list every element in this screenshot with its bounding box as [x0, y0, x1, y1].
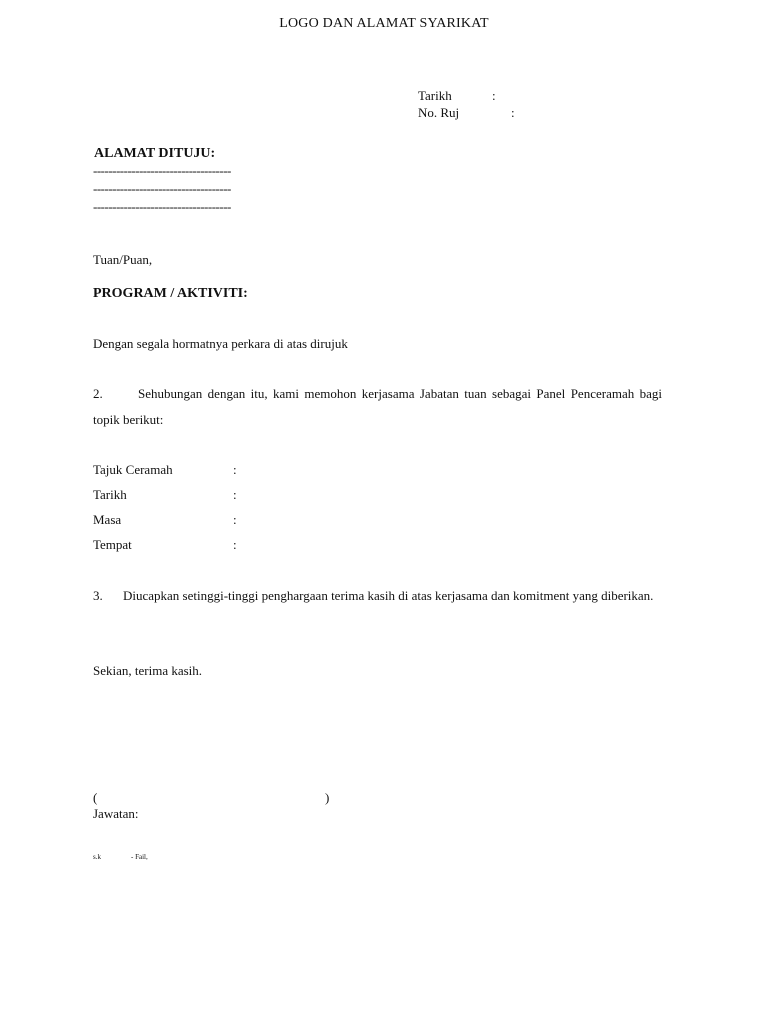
- cc-label: s.k: [93, 853, 101, 861]
- field-colon-time: :: [233, 512, 237, 527]
- field-colon-topic: :: [233, 462, 237, 477]
- field-label-topic: Tajuk Ceramah: [93, 462, 173, 477]
- field-row-date: [93, 487, 237, 503]
- field-colon-venue: :: [233, 537, 237, 552]
- paragraph-2-text: Sehubungan dengan itu, kami memohon kerjasama Jabatan tuan sebagai Panel Penceramah bagi topik berikut:: [93, 386, 662, 427]
- paragraph-3-text: Diucapkan setinggi-tinggi penghargaan terima kasih di atas kerjasama dan komitment yang diberikan.: [123, 588, 654, 603]
- field-row-venue: [93, 537, 237, 553]
- date-row: [418, 88, 496, 104]
- opening-sentence: Dengan segala hormatnya perkara di atas dirujuk: [93, 336, 348, 351]
- field-label-time: Masa: [93, 512, 122, 527]
- date-colon: :: [492, 88, 496, 103]
- salutation: Tuan/Puan,: [93, 252, 153, 267]
- address-line-3: ------------------------------------: [93, 199, 231, 214]
- subject-heading: PROGRAM / AKTIVITI:: [93, 286, 248, 301]
- cc-value: - Fail,: [131, 853, 148, 861]
- recipient-address-heading: ALAMAT DITUJU:: [94, 146, 216, 161]
- field-label-date: Tarikh: [93, 487, 127, 502]
- position-label: Jawatan:: [93, 806, 139, 821]
- signature-open-paren: (: [93, 790, 98, 805]
- date-label: Tarikh: [418, 88, 452, 103]
- address-line-1: ------------------------------------: [93, 163, 231, 178]
- address-line-2: ------------------------------------: [93, 181, 231, 196]
- reference-colon: :: [511, 105, 515, 120]
- paragraph-2-number: 2.: [93, 386, 103, 401]
- reference-row: [418, 105, 515, 121]
- paragraph-3: [93, 583, 662, 609]
- letterhead-title: LOGO DAN ALAMAT SYARIKAT: [279, 16, 489, 31]
- field-colon-date: :: [233, 487, 237, 502]
- closing-line: Sekian, terima kasih.: [93, 663, 203, 678]
- field-row-topic: [93, 462, 237, 478]
- reference-label: No. Ruj: [418, 105, 460, 120]
- field-row-time: [93, 512, 237, 528]
- paragraph-3-number: 3.: [93, 588, 103, 603]
- paragraph-2: [93, 381, 662, 433]
- field-label-venue: Tempat: [93, 537, 132, 552]
- signature-close-paren: ): [325, 790, 330, 805]
